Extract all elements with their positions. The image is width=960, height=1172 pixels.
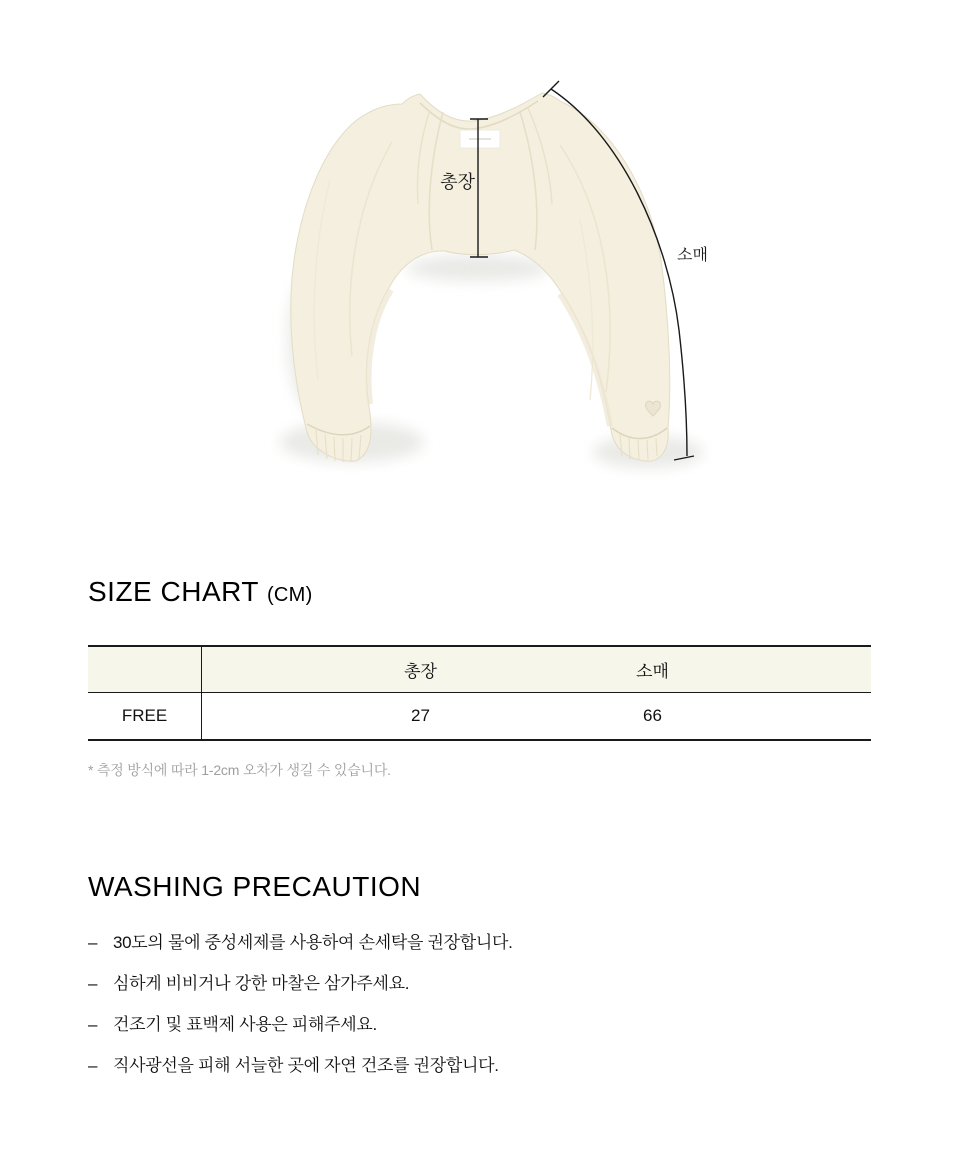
washing-item-text: 심하게 비비거나 강한 마찰은 삼가주세요. bbox=[113, 974, 410, 993]
sleeve-measure-label: 소매 bbox=[677, 247, 708, 264]
size-chart-title: SIZE CHART bbox=[88, 576, 259, 607]
bullet-dash: – bbox=[88, 1015, 98, 1034]
washing-item-text: 건조기 및 표백제 사용은 피해주세요. bbox=[113, 1015, 377, 1034]
length-measure-label: 총장 bbox=[440, 172, 475, 192]
size-value-sleeve: 66 bbox=[643, 706, 662, 725]
size-chart-header-row bbox=[88, 647, 871, 693]
column-header-sleeve: 소매 bbox=[636, 662, 669, 681]
washing-item-text: 30도의 물에 중성세제를 사용하여 손세탁을 권장합니다. bbox=[113, 933, 513, 952]
size-chart-heading bbox=[88, 578, 871, 607]
washing-precaution-list bbox=[88, 933, 871, 1076]
washing-item bbox=[88, 974, 871, 994]
size-chart-table bbox=[88, 645, 871, 741]
size-chart-data-row bbox=[88, 693, 871, 739]
product-figure bbox=[0, 0, 960, 500]
bullet-dash: – bbox=[88, 933, 98, 952]
brand-label-tag bbox=[460, 130, 500, 148]
washing-item bbox=[88, 933, 871, 953]
measurement-note: * 측정 방식에 따라 1-2cm 오차가 생길 수 있습니다. bbox=[88, 762, 391, 778]
size-row-label: FREE bbox=[88, 693, 202, 739]
washing-item-text: 직사광선을 피해 서늘한 곳에 자연 건조를 권장합니다. bbox=[113, 1056, 499, 1075]
bullet-dash: – bbox=[88, 1056, 98, 1075]
content-column bbox=[0, 578, 960, 1076]
size-chart-unit: (CM) bbox=[266, 584, 313, 606]
product-image bbox=[0, 0, 960, 500]
size-chart-corner-cell bbox=[88, 647, 202, 692]
bullet-dash: – bbox=[88, 974, 98, 993]
column-header-length: 총장 bbox=[404, 662, 437, 681]
size-value-length: 27 bbox=[411, 706, 430, 725]
washing-item bbox=[88, 1015, 871, 1035]
washing-precaution-title: WASHING PRECAUTION bbox=[88, 871, 422, 902]
washing-item bbox=[88, 1056, 871, 1076]
